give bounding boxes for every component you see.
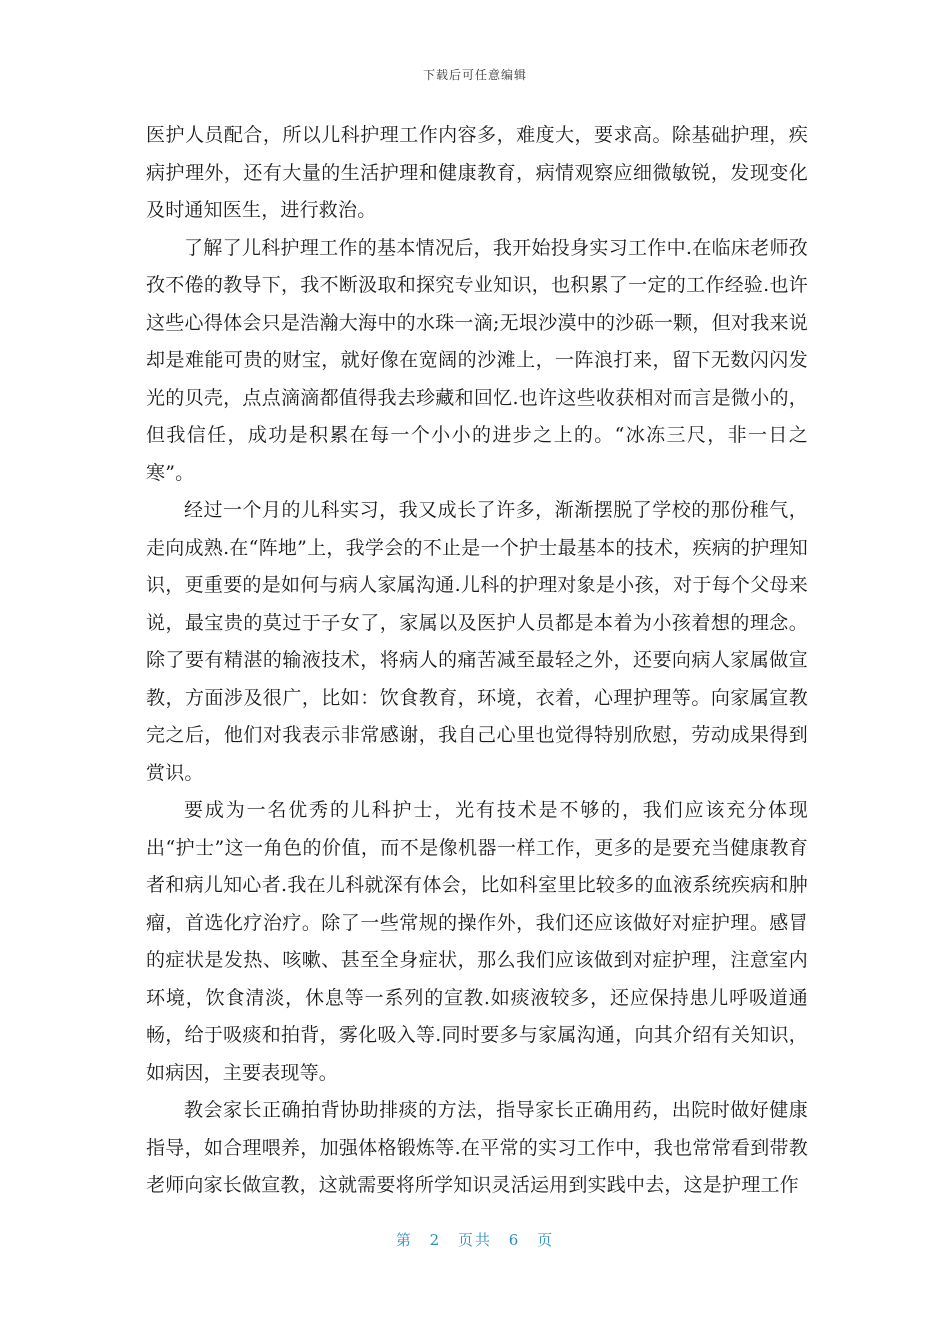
page-header: 下载后可任意编辑 [422,68,527,82]
paragraph: 经过一个月的儿科实习，我又成长了许多，渐渐摆脱了学校的那份稚气，走向成熟.在“阵地”上，我学会的不止是一个护士最基本的技术，疾病的护理知识，更重要的是如何与病人家属沟通.儿科的护理对象是小孩，对于每个父母来说，最宝贵的莫过于子女了，家属以及医护人员都是本着为小孩着想的理念。除了要有精湛的输液技术，将病人的痛苦减至最轻之外，还要向病人家属做宣教，方面涉及很广，比如：饮食教育，环境，衣着，心理护理等。向家属宣教完之后，他们对我表示非常感谢，我自己心里也觉得特别欣慰，劳动成果得到赏识。 [146,499,808,784]
paragraph: 要成为一名优秀的儿科护士，光有技术是不够的，我们应该充分体现出“护士”这一角色的价值，而不是像机器一样工作，更多的是要充当健康教育者和病儿知心者.我在儿科就深有体会，比如科室里比较多的血液系统疾病和肿瘤，首选化疗治疗。除了一些常规的操作外，我们还应该做好对症护理。感冒的症状是发热、咳嗽、甚至全身症状，那么我们应该做到对症护理，注意室内环境，饮食清淡，休息等一系列的宣教.如痰液较多，还应保持患儿呼吸道通畅，给于吸痰和拍背，雾化吸入等.同时要多与家属沟通，向其介绍有关知识，如病因，主要表现等。 [146,799,808,1084]
document-body [146,117,808,1205]
paragraph: 教会家长正确拍背协助排痰的方法，指导家长正确用药，出院时做好健康指导，如合理喂养，加强体格锻炼等.在平常的实习工作中，我也常常看到带教老师向家长做宣教，这就需要将所学知识灵活运用到实践中去，这是护理工作 [146,1099,808,1196]
paragraph: 了解了儿科护理工作的基本情况后，我开始投身实习工作中.在临床老师孜孜不倦的教导下，我不断汲取和探究专业知识，也积累了一定的工作经验.也许这些心得体会只是浩瀚大海中的水珠一滴;无垠沙漠中的沙砾一颗，但对我来说却是难能可贵的财宝，就好像在宽阔的沙滩上，一阵浪打来，留下无数闪闪发光的贝壳，点点滴滴都值得我去珍藏和回忆.也许这些收获相对而言是微小的，但我信任，成功是积累在每一个小小的进步之上的。“冰冻三尺，非一日之寒”。 [146,236,808,484]
paragraph-continuation: 医护人员配合，所以儿科护理工作内容多，难度大，要求高。除基础护理，疾病护理外，还有大量的生活护理和健康教育，病情观察应细微敏锐，发现变化及时通知医生，进行救治。 [146,124,808,221]
page-footer: 第 2 页共 6 页 [395,1231,555,1249]
